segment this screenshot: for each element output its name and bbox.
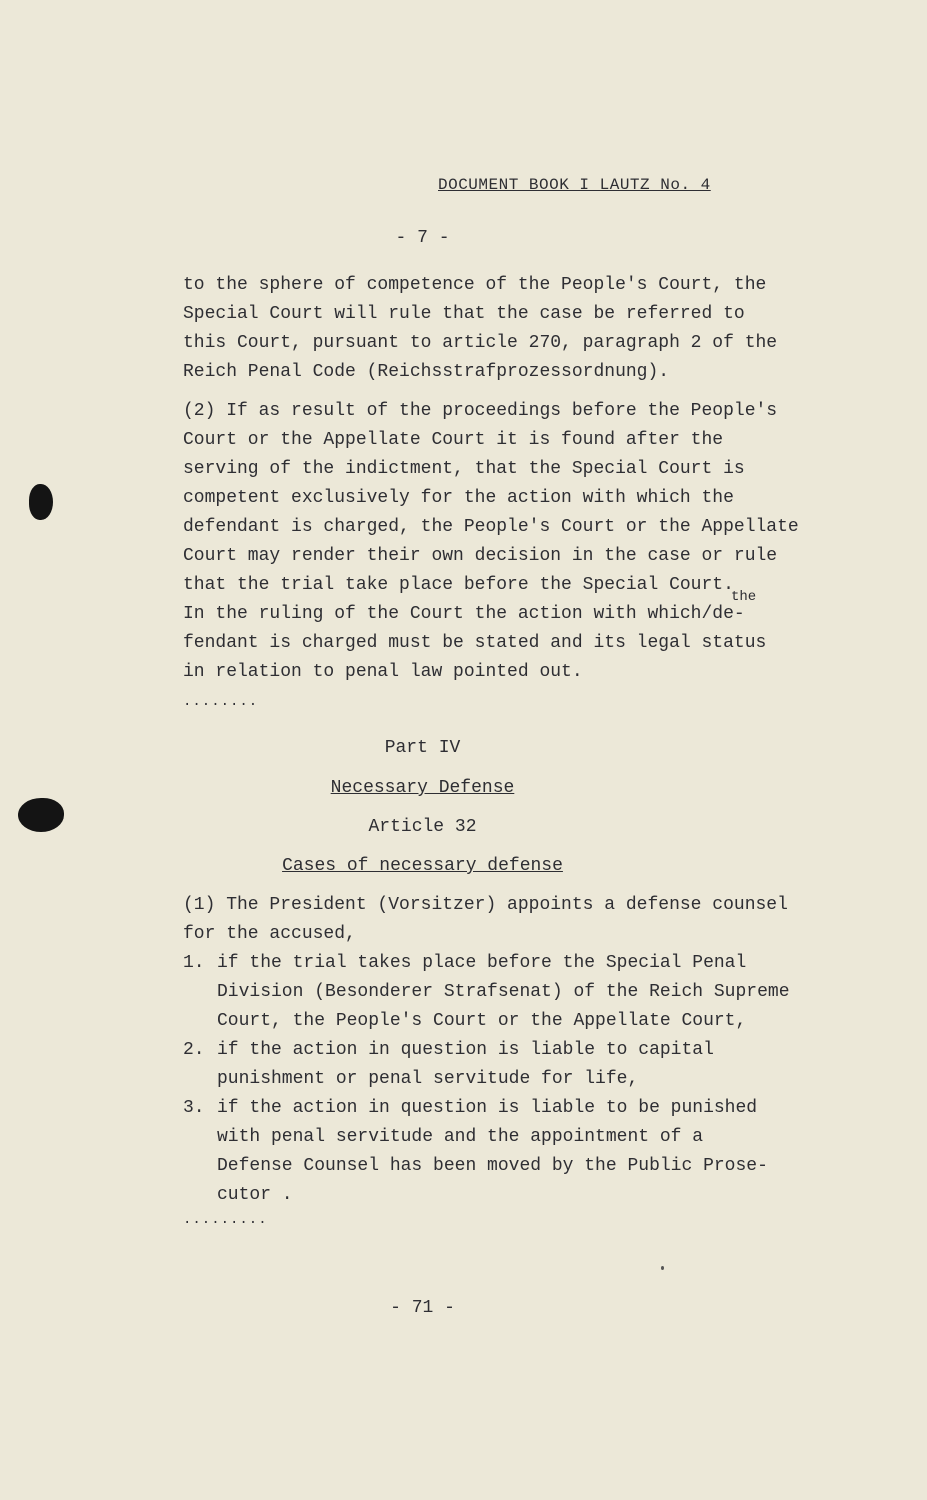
document-reference: DOCUMENT BOOK I LAUTZ No. 4	[438, 176, 711, 194]
text-line: Court may render their own decision in the case or rule	[183, 546, 778, 566]
list-item-line: Division (Besonderer Strafsenat) of the Reich Supreme	[217, 982, 790, 1002]
ellipsis-marker: .........	[183, 1212, 268, 1228]
list-item-line: punishment or penal servitude for life,	[217, 1069, 639, 1089]
text-line: Reich Penal Code (Reichsstrafprozessordnung).	[183, 362, 670, 382]
list-number: 1.	[183, 953, 205, 973]
ellipsis-marker: ........	[183, 694, 259, 710]
text-line: serving of the indictment, that the Special Court is	[183, 459, 745, 479]
part-label: Part IV	[384, 738, 461, 758]
text-line: Court or the Appellate Court it is found after the	[183, 430, 724, 450]
list-item-line: cutor .	[217, 1185, 293, 1205]
part-title: Necessary Defense	[330, 778, 515, 798]
ink-speck	[661, 1266, 664, 1270]
handwritten-insert: the	[731, 589, 757, 605]
text-line: this Court, pursuant to article 270, paragraph 2 of the	[183, 333, 778, 353]
page-number-bottom: - 71 -	[390, 1298, 455, 1318]
list-item-line: if the action in question is liable to be punished	[217, 1098, 758, 1118]
text-line: that the trial take place before the Special Court.	[183, 575, 734, 595]
list-item-line: if the trial takes place before the Special Penal	[217, 953, 747, 973]
list-item-line: if the action in question is liable to capital	[217, 1040, 714, 1060]
list-item-line: Court, the People's Court or the Appellate Court,	[217, 1011, 747, 1031]
text-line: fendant is charged must be stated and its legal status	[183, 633, 767, 653]
article-label: Article 32	[368, 817, 477, 837]
text-line: Special Court will rule that the case be referred to	[183, 304, 745, 324]
text-line: In the ruling of the Court the action with which/de-	[183, 604, 745, 624]
list-item-line: Defense Counsel has been moved by the Public Prose-	[217, 1156, 768, 1176]
article-title: Cases of necessary defense	[282, 856, 563, 876]
text-line: for the accused,	[183, 924, 356, 944]
text-line: (2) If as result of the proceedings before the People's	[183, 401, 778, 421]
text-line: defendant is charged, the People's Court or the Appellate	[183, 517, 799, 537]
page-number-top: - 7 -	[395, 228, 450, 248]
text-line: to the sphere of competence of the People's Court, the	[183, 275, 767, 295]
punch-hole	[29, 484, 53, 520]
list-item-line: with penal servitude and the appointment of a	[217, 1127, 704, 1147]
list-number: 2.	[183, 1040, 205, 1060]
text-line: competent exclusively for the action with which the	[183, 488, 734, 508]
text-line: (1) The President (Vorsitzer) appoints a defense counsel	[183, 895, 788, 915]
text-line: in relation to penal law pointed out.	[183, 662, 583, 682]
list-number: 3.	[183, 1098, 205, 1118]
